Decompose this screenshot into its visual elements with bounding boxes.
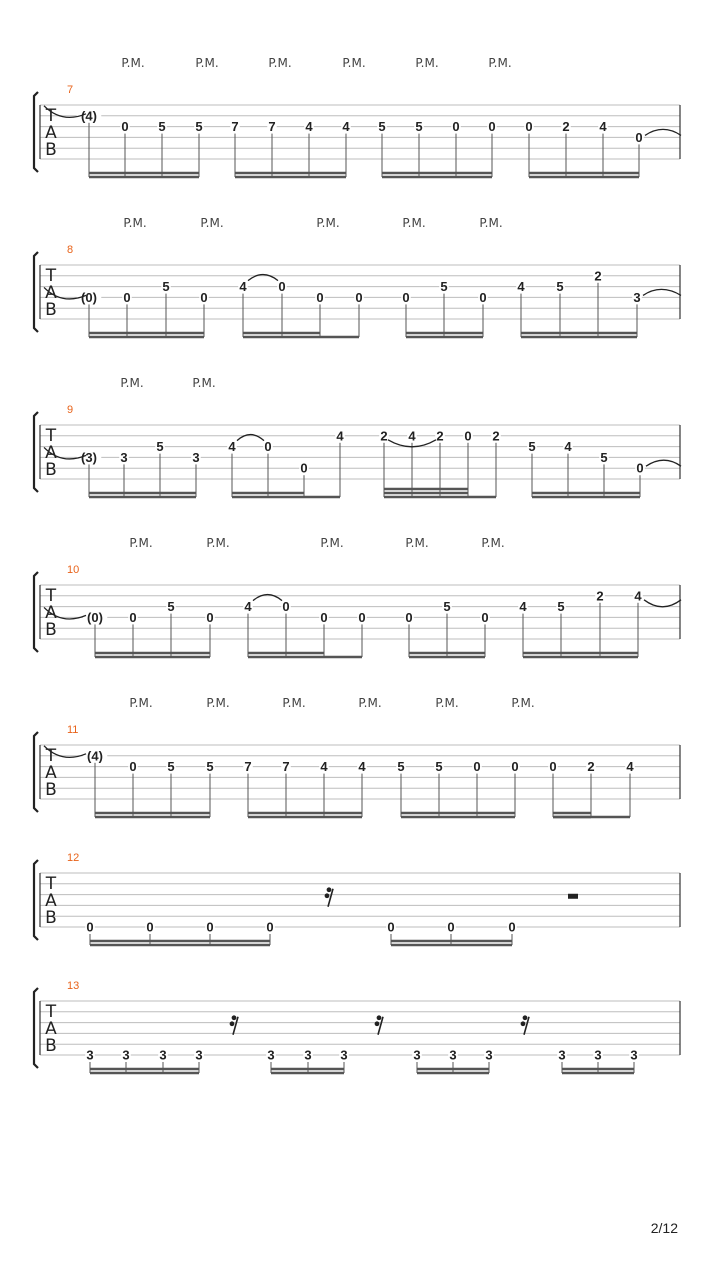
fret-number: 5: [443, 599, 451, 615]
fret-number: 0: [129, 609, 137, 625]
fret-number: 5: [167, 759, 175, 775]
fret-number: 3: [159, 1047, 167, 1063]
tie-arc: [645, 129, 681, 135]
fret-number: 3: [630, 1047, 638, 1063]
fret-number: 0: [549, 759, 557, 775]
fret-number: 3: [122, 1047, 130, 1063]
tab-clef-letter: B: [45, 1036, 57, 1056]
fret-number: 4: [599, 119, 607, 135]
fret-number: 4: [228, 439, 236, 455]
fret-number: 3: [594, 1047, 602, 1063]
tab-clef-letter: A: [45, 123, 57, 143]
tab-clef-letter: B: [45, 140, 57, 160]
fret-number: 4: [342, 119, 350, 135]
fret-number: 2: [596, 588, 604, 604]
tab-system-12: [34, 852, 680, 945]
sixteenth-rest-flag: [327, 887, 332, 892]
fret-number: 3: [195, 1047, 203, 1063]
fret-number: (4): [87, 748, 103, 764]
fret-number: 5: [206, 759, 214, 775]
fret-number: 0: [405, 609, 413, 625]
tab-clef-letter: T: [45, 266, 57, 286]
fret-number: 5: [195, 119, 203, 135]
palm-mute-label: P.M.: [200, 216, 224, 230]
palm-mute-label: P.M.: [192, 376, 216, 390]
sixteenth-rest-flag: [377, 1015, 382, 1020]
fret-number: 2: [594, 268, 602, 284]
fret-number: 7: [268, 119, 276, 135]
palm-mute-label: P.M.: [511, 696, 535, 710]
fret-number: 5: [528, 439, 536, 455]
fret-number: 0: [129, 759, 137, 775]
tab-clef-letter: B: [45, 620, 57, 640]
fret-number: 5: [378, 119, 386, 135]
fret-number: 4: [519, 599, 527, 615]
tab-clef-letter: T: [45, 746, 57, 766]
palm-mute-label: P.M.: [435, 696, 459, 710]
palm-mute-label: P.M.: [405, 536, 429, 550]
tab-clef-letter: T: [45, 874, 57, 894]
fret-number: 0: [358, 609, 366, 625]
fret-number: 3: [120, 449, 128, 465]
fret-number: 5: [156, 439, 164, 455]
fret-number: 0: [266, 919, 274, 935]
fret-number: 7: [231, 119, 239, 135]
system-bracket: [34, 412, 38, 492]
fret-number: 4: [336, 428, 344, 444]
fret-number: 2: [492, 428, 500, 444]
system-bracket: [34, 252, 38, 332]
palm-mute-label: P.M.: [121, 56, 145, 70]
sixteenth-rest-flag: [325, 893, 330, 898]
tab-clef-letter: A: [45, 1019, 57, 1039]
fret-number: 0: [481, 609, 489, 625]
fret-number: 3: [304, 1047, 312, 1063]
tab-clef-letter: T: [45, 1002, 57, 1022]
fret-number: 0: [206, 609, 214, 625]
fret-number: 3: [340, 1047, 348, 1063]
fret-number: 2: [380, 428, 388, 444]
fret-number: 3: [558, 1047, 566, 1063]
fret-number: 2: [436, 428, 444, 444]
fret-number: 0: [300, 460, 308, 476]
fret-number: 0: [264, 439, 272, 455]
fret-number: 0: [121, 119, 129, 135]
fret-number: 0: [452, 119, 460, 135]
fret-number: 5: [556, 279, 564, 295]
palm-mute-label: P.M.: [488, 56, 512, 70]
palm-mute-label: P.M.: [129, 696, 153, 710]
fret-number: 5: [415, 119, 423, 135]
fret-number: 0: [206, 919, 214, 935]
system-bracket: [34, 732, 38, 812]
system-bracket: [34, 988, 38, 1068]
tab-clef-letter: B: [45, 460, 57, 480]
fret-number: 0: [464, 428, 472, 444]
tab-system-7: [34, 56, 681, 177]
tab-clef-letter: B: [45, 908, 57, 928]
fret-number: 4: [626, 759, 634, 775]
fret-number: 0: [282, 599, 290, 615]
palm-mute-label: P.M.: [342, 56, 366, 70]
fret-number: 3: [86, 1047, 94, 1063]
fret-number: (0): [81, 289, 97, 305]
fret-number: 0: [320, 609, 328, 625]
fret-number: 0: [146, 919, 154, 935]
palm-mute-label: P.M.: [206, 696, 230, 710]
page-number: 2/12: [650, 1220, 678, 1236]
sixteenth-rest-flag: [375, 1021, 380, 1026]
palm-mute-label: P.M.: [316, 216, 340, 230]
fret-number: 0: [86, 919, 94, 935]
tab-clef-letter: A: [45, 283, 57, 303]
palm-mute-label: P.M.: [123, 216, 147, 230]
fret-number: 0: [473, 759, 481, 775]
palm-mute-label: P.M.: [320, 536, 344, 550]
fret-number: 5: [440, 279, 448, 295]
fret-number: 5: [435, 759, 443, 775]
palm-mute-label: P.M.: [195, 56, 219, 70]
tab-clef-letter: A: [45, 603, 57, 623]
fret-number: (0): [87, 609, 103, 625]
fret-number: 0: [200, 289, 208, 305]
palm-mute-label: P.M.: [358, 696, 382, 710]
fret-number: 0: [636, 460, 644, 476]
fret-number: 3: [192, 449, 200, 465]
palm-mute-label: P.M.: [415, 56, 439, 70]
fret-number: 0: [447, 919, 455, 935]
measure-number: 10: [67, 564, 80, 576]
fret-number: 3: [267, 1047, 275, 1063]
fret-number: 2: [562, 119, 570, 135]
sixteenth-rest-flag: [523, 1015, 528, 1020]
fret-number: 0: [488, 119, 496, 135]
tab-system-10: [34, 536, 681, 657]
sixteenth-rest-flag: [230, 1021, 235, 1026]
fret-number: 3: [485, 1047, 493, 1063]
fret-number: 4: [244, 599, 252, 615]
fret-number: 0: [508, 919, 516, 935]
measure-number: 7: [67, 84, 74, 96]
tab-clef-letter: B: [45, 780, 57, 800]
measure-number: 13: [67, 980, 80, 992]
tab-clef-letter: B: [45, 300, 57, 320]
tab-system-13: [34, 980, 680, 1073]
palm-mute-label: P.M.: [129, 536, 153, 550]
palm-mute-label: P.M.: [282, 696, 306, 710]
fret-number: 5: [167, 599, 175, 615]
fret-number: (4): [81, 108, 97, 124]
tab-clef-letter: A: [45, 763, 57, 783]
fret-number: 0: [278, 279, 286, 295]
measure-number: 11: [67, 724, 79, 736]
tab-clef-letter: T: [45, 426, 57, 446]
tab-system-9: [34, 376, 681, 497]
fret-number: 4: [239, 279, 247, 295]
palm-mute-label: P.M.: [479, 216, 503, 230]
fret-number: 0: [402, 289, 410, 305]
fret-number: 0: [635, 129, 643, 145]
palm-mute-label: P.M.: [268, 56, 292, 70]
fret-number: 4: [408, 428, 416, 444]
measure-number: 9: [67, 404, 74, 416]
fret-number: 3: [449, 1047, 457, 1063]
fret-number: 0: [511, 759, 519, 775]
half-rest-symbol: [568, 894, 578, 899]
tab-clef-letter: T: [45, 586, 57, 606]
fret-number: 0: [479, 289, 487, 305]
fret-number: 0: [387, 919, 395, 935]
fret-number: 5: [397, 759, 405, 775]
fret-number: 5: [158, 119, 166, 135]
measure-number: 8: [67, 244, 74, 256]
tab-clef-letter: A: [45, 891, 57, 911]
fret-number: 5: [600, 449, 608, 465]
fret-number: 0: [525, 119, 533, 135]
fret-number: 0: [316, 289, 324, 305]
sixteenth-rest-flag: [521, 1021, 526, 1026]
fret-number: 4: [564, 439, 572, 455]
fret-number: 3: [413, 1047, 421, 1063]
system-bracket: [34, 572, 38, 652]
tab-clef-letter: T: [45, 106, 57, 126]
palm-mute-label: P.M.: [206, 536, 230, 550]
fret-number: 7: [244, 759, 252, 775]
fret-number: 0: [123, 289, 131, 305]
fret-number: 4: [358, 759, 366, 775]
tab-system-8: [34, 216, 681, 337]
fret-number: 4: [634, 588, 642, 604]
sixteenth-rest-flag: [232, 1015, 237, 1020]
tie-arc: [646, 460, 681, 466]
fret-number: 5: [162, 279, 170, 295]
tab-system-11: [34, 696, 680, 817]
system-bracket: [34, 92, 38, 172]
fret-number: 4: [517, 279, 525, 295]
fret-number: 2: [587, 759, 595, 775]
tab-clef-letter: A: [45, 443, 57, 463]
fret-number: 4: [320, 759, 328, 775]
fret-number: 0: [355, 289, 363, 305]
system-bracket: [34, 860, 38, 940]
palm-mute-label: P.M.: [402, 216, 426, 230]
fret-number: 7: [282, 759, 290, 775]
fret-number: 4: [305, 119, 313, 135]
tie-arc: [643, 289, 681, 295]
palm-mute-label: P.M.: [481, 536, 505, 550]
tie-arc: [644, 600, 681, 607]
fret-number: 3: [633, 289, 641, 305]
palm-mute-label: P.M.: [120, 376, 144, 390]
fret-number: 5: [557, 599, 565, 615]
measure-number: 12: [67, 852, 80, 864]
fret-number: (3): [81, 449, 97, 465]
